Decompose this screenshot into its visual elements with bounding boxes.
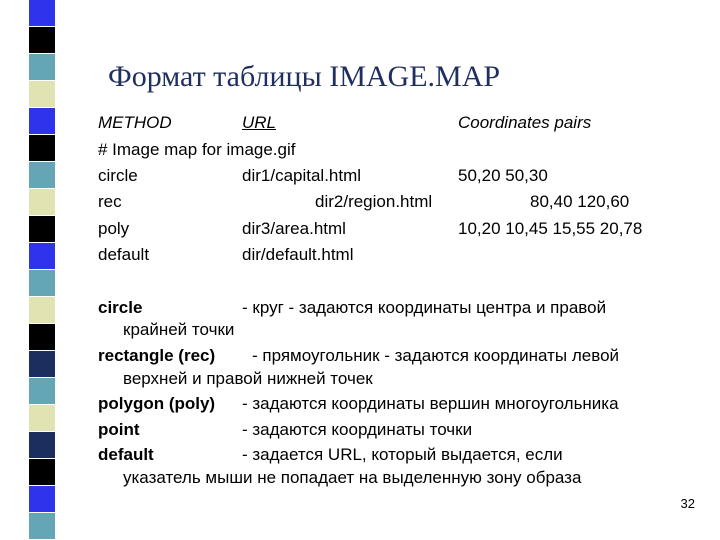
def-point-term: point — [98, 420, 140, 439]
stripe-square — [29, 189, 55, 215]
table-comment: # Image map for image.gif — [98, 140, 296, 159]
stripe-square — [29, 486, 55, 512]
stripe-square — [29, 108, 55, 134]
def-rect-desc: - прямоугольник - задаются координаты левой — [252, 346, 620, 365]
row-circle-method: circle — [98, 166, 138, 185]
stripe-square — [29, 27, 55, 53]
row-rec-url: dir2/region.html — [315, 192, 433, 211]
def-point-desc: - задаются координаты точки — [242, 420, 473, 439]
row-circle-coords: 50,20 50,30 — [458, 166, 548, 185]
def-poly-desc: - задаются координаты вершин многоугольника — [242, 394, 619, 413]
stripe-square — [29, 405, 55, 431]
def-default-desc: - задается URL, который выдается, если — [242, 445, 563, 464]
header-method: METHOD — [98, 113, 172, 132]
def-poly-term: polygon (poly) — [98, 394, 216, 413]
row-poly-url: dir3/area.html — [242, 219, 346, 238]
stripe-square — [29, 243, 55, 269]
def-rect-cont: верхней и правой нижней точек — [123, 369, 373, 388]
stripe-square — [29, 216, 55, 242]
def-default-term: default — [98, 445, 154, 464]
page-number: 32 — [680, 496, 695, 511]
row-rec-coords: 80,40 120,60 — [530, 192, 630, 211]
stripe-square — [29, 378, 55, 404]
stripe-square — [29, 324, 55, 350]
stripe-square — [29, 135, 55, 161]
def-circle-cont: крайней точки — [123, 320, 235, 339]
stripe-square — [29, 54, 55, 80]
stripe-square — [29, 81, 55, 107]
row-circle-url: dir1/capital.html — [242, 166, 362, 185]
def-rect-term: rectangle (rec) — [98, 346, 216, 365]
stripe-square — [29, 270, 55, 296]
def-default-cont: указатель мыши не попадает на выделенную зону образа — [123, 468, 582, 487]
stripe-square — [29, 351, 55, 377]
def-circle-desc: - круг - задаются координаты центра и правой — [242, 298, 607, 317]
row-poly-coords: 10,20 10,45 15,55 20,78 — [458, 219, 643, 238]
row-default-url: dir/default.html — [242, 245, 354, 264]
header-coords: Coordinates pairs — [458, 113, 592, 132]
def-circle-term: circle — [98, 298, 143, 317]
row-rec-method: rec — [98, 192, 122, 211]
row-poly-method: poly — [98, 219, 130, 238]
stripe-square — [29, 162, 55, 188]
header-url: URL — [242, 113, 277, 132]
stripe-square — [29, 432, 55, 458]
row-default-method: default — [98, 245, 150, 264]
stripe-square — [29, 513, 55, 539]
stripe-square — [29, 297, 55, 323]
decorative-stripe — [29, 0, 65, 540]
stripe-square — [29, 0, 55, 26]
slide-title: Формат таблицы IMAGE.MAP — [108, 60, 501, 93]
stripe-square — [29, 459, 55, 485]
